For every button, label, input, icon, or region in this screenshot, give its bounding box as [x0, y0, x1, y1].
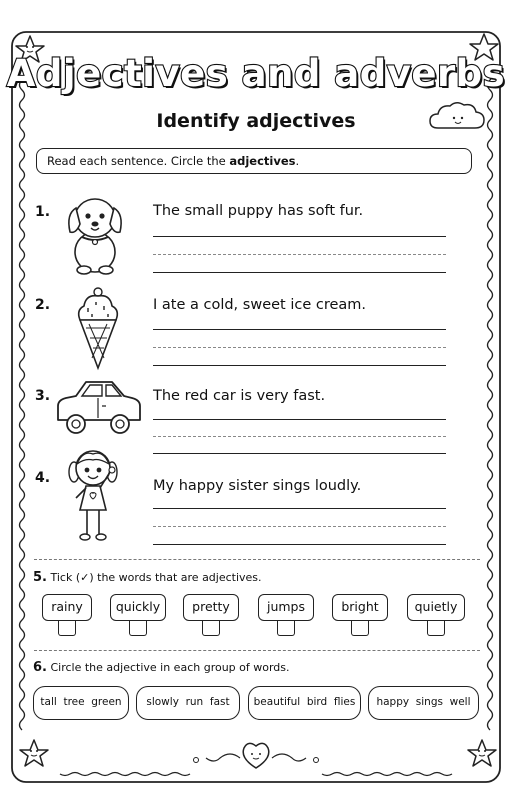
word-box-rainy[interactable]: rainy [42, 594, 92, 621]
writing-guide [153, 254, 446, 255]
tick-box[interactable] [58, 620, 76, 636]
sentence-text: The red car is very fast. [153, 388, 326, 404]
sentence-text: My happy sister sings loudly. [153, 478, 362, 494]
section-divider [34, 650, 480, 651]
sentence-number: 1. [35, 204, 51, 220]
sentence-number: 4. [35, 470, 51, 486]
question-text: Tick (✓) the words that are adjectives. [50, 571, 262, 584]
word-box-quietly[interactable]: quietly [407, 594, 465, 621]
heart-icon [243, 743, 269, 768]
word-box-jumps[interactable]: jumps [258, 594, 314, 621]
word-group-4[interactable]: happy sings well [368, 686, 479, 720]
sentence-text: The small puppy has soft fur. [153, 203, 364, 219]
instruction-box [36, 148, 472, 174]
car-icon [52, 380, 142, 438]
question-number: 5. [33, 570, 47, 585]
question-5-prompt [33, 570, 262, 585]
tick-box[interactable] [277, 620, 295, 636]
word-group-3[interactable]: beautiful bird flies [248, 686, 361, 720]
section-divider [34, 559, 480, 560]
word-group-1[interactable]: tall tree green [33, 686, 129, 720]
tick-box[interactable] [427, 620, 445, 636]
writing-line [153, 453, 446, 454]
instruction-keyword: adjectives [229, 154, 296, 168]
star-icon [20, 740, 48, 766]
writing-line [153, 365, 446, 366]
star-icon [468, 740, 496, 766]
writing-line [153, 508, 446, 509]
instruction-text: Read each sentence. Circle the [47, 154, 230, 168]
writing-line [153, 544, 446, 545]
instruction-end: . [295, 154, 300, 168]
writing-line [153, 329, 446, 330]
section-subtitle: Identify adjectives [156, 110, 356, 132]
puppy-icon [62, 190, 128, 276]
writing-guide [153, 347, 446, 348]
ice-cream-icon [74, 286, 120, 370]
writing-line [153, 419, 446, 420]
word-box-quickly[interactable]: quickly [110, 594, 166, 621]
question-number: 6. [33, 660, 47, 675]
tick-box[interactable] [129, 620, 147, 636]
word-group-2[interactable]: slowly run fast [136, 686, 240, 720]
writing-guide [153, 526, 446, 527]
question-6-prompt [33, 660, 290, 675]
tick-box[interactable] [202, 620, 220, 636]
writing-line [153, 236, 446, 237]
word-box-bright[interactable]: bright [332, 594, 388, 621]
writing-guide [153, 436, 446, 437]
page-title: Adjectives and adverbs [6, 52, 506, 95]
sentence-number: 3. [35, 388, 51, 404]
question-text: Circle the adjective in each group of words. [50, 661, 290, 674]
word-box-pretty[interactable]: pretty [183, 594, 239, 621]
girl-icon [68, 448, 126, 548]
sentence-text: I ate a cold, sweet ice cream. [153, 297, 367, 313]
tick-box[interactable] [351, 620, 369, 636]
writing-line [153, 272, 446, 273]
sentence-number: 2. [35, 297, 51, 313]
